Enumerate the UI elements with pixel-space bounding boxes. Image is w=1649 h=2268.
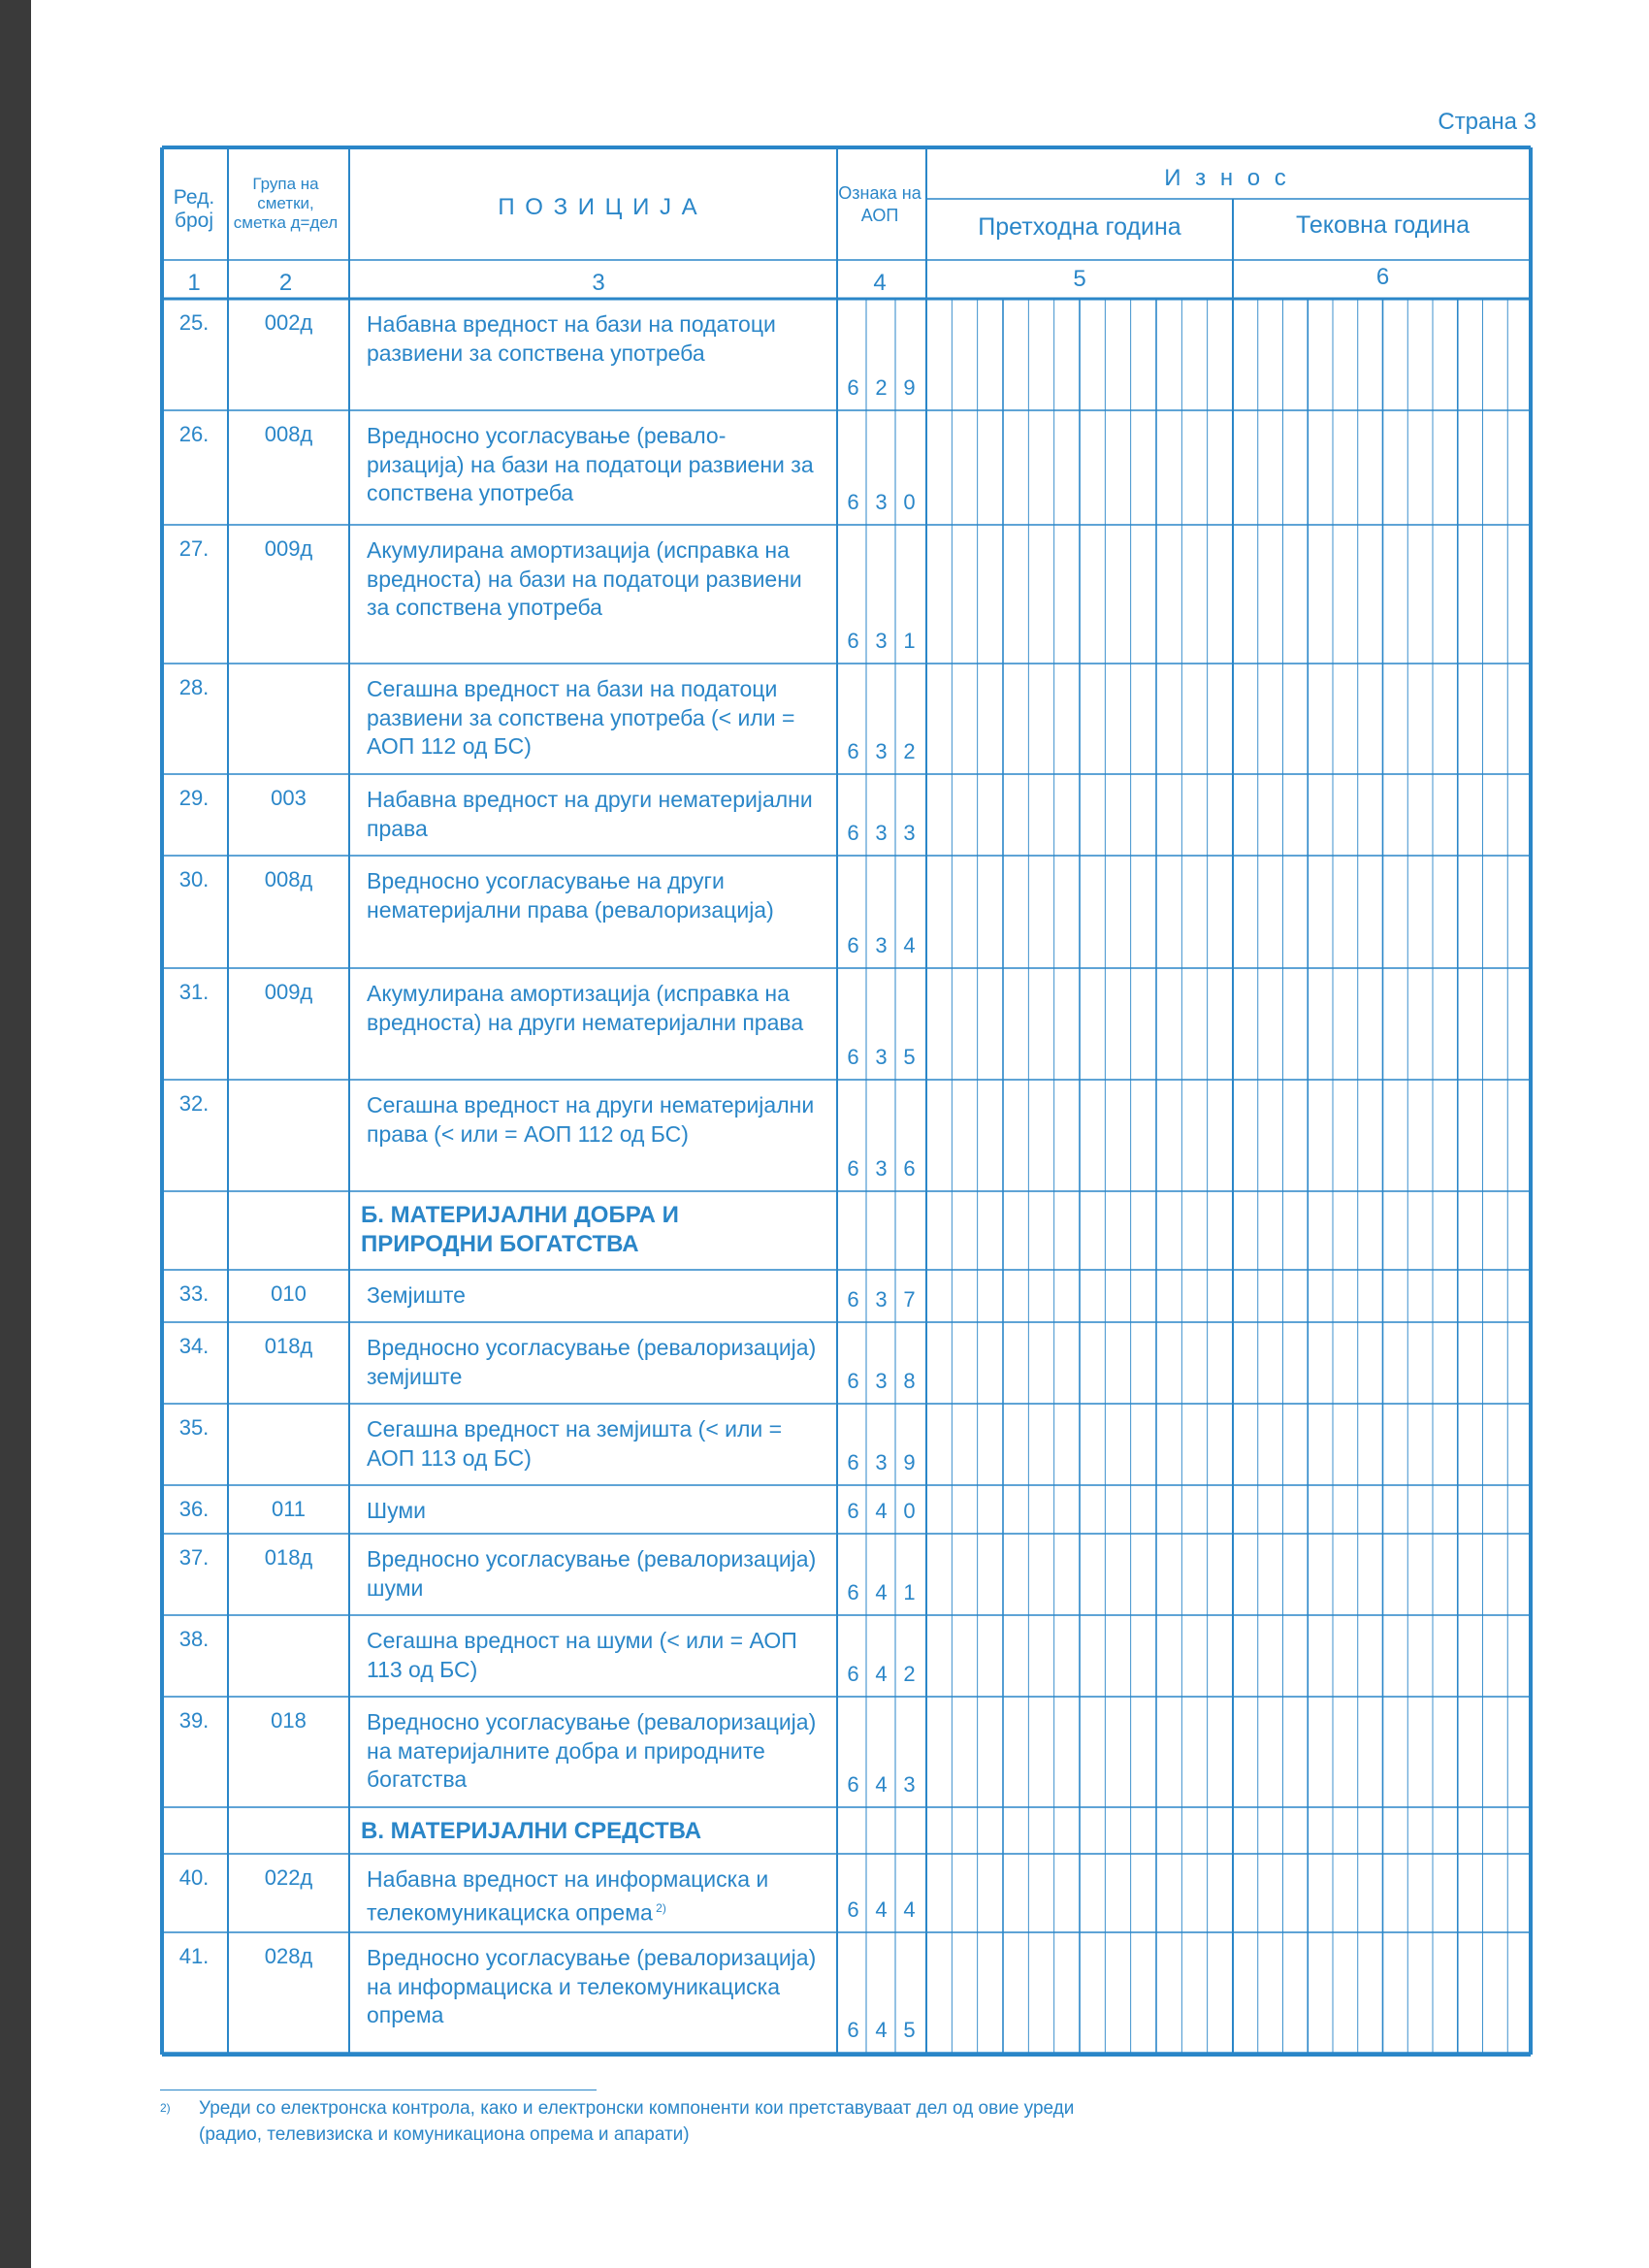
row-number: 28. xyxy=(178,675,210,699)
amount-input-prev-year[interactable] xyxy=(926,410,1233,525)
aop-digit: 6 xyxy=(847,739,859,763)
footnote-mark: 2) xyxy=(160,2101,171,2115)
row-aop-code xyxy=(839,1772,923,1798)
amount-input-curr-year[interactable] xyxy=(1233,1080,1533,1191)
aop-digit: 6 xyxy=(847,1580,859,1604)
row-number: 31. xyxy=(178,980,210,1004)
row-account-group: 008д xyxy=(264,867,313,891)
aop-digit: 9 xyxy=(903,375,916,400)
header-col3: П О З И Ц И Ј А xyxy=(498,194,699,220)
aop-digit: 3 xyxy=(875,1045,888,1069)
row-number: 37. xyxy=(178,1545,210,1570)
amount-input-prev-year[interactable] xyxy=(926,774,1233,856)
row-number: 34. xyxy=(178,1334,210,1358)
amount-input-curr-year[interactable] xyxy=(1233,299,1533,410)
aop-digit: 6 xyxy=(847,821,859,845)
aop-digit: 6 xyxy=(847,1045,859,1069)
amount-input-prev-year[interactable] xyxy=(926,1615,1233,1697)
colnum-6: 6 xyxy=(1375,264,1390,290)
row-position-text: Набавна вредност на бази на податоци развиени за сопствена употреба xyxy=(367,311,776,366)
amount-input-prev-year[interactable] xyxy=(926,856,1233,968)
amount-input-prev-year[interactable] xyxy=(926,1854,1233,1932)
aop-digit: 6 xyxy=(847,1772,859,1797)
aop-digit: 6 xyxy=(847,1662,859,1686)
colnum-1: 1 xyxy=(187,270,201,296)
row-position-text: Шуми xyxy=(367,1498,426,1523)
row-position-text: Акумулирана амортизација (исправка на вредноста) на други нематеријални права xyxy=(367,981,804,1035)
amount-input-prev-year[interactable] xyxy=(926,1534,1233,1615)
row-number: 41. xyxy=(178,1944,210,1968)
row-account-group: 003 xyxy=(271,786,307,810)
row-account-group: 011 xyxy=(271,1497,307,1521)
row-aop-code xyxy=(839,1045,923,1070)
row-account-group: 018 xyxy=(271,1708,307,1733)
aop-digit: 3 xyxy=(875,1156,888,1181)
aop-digit: 5 xyxy=(903,2018,916,2042)
aop-digit: 1 xyxy=(903,1580,916,1604)
row-position-text: Вредносно усогласување (ревалоризација) на информациска и телекомуникациска опрема xyxy=(367,1945,817,2027)
colnum-2: 2 xyxy=(278,270,293,296)
row-aop-code xyxy=(839,490,923,515)
amount-input-curr-year[interactable] xyxy=(1233,1322,1533,1404)
aop-digit: 6 xyxy=(847,1156,859,1181)
row-position-text: Акумулирана амортизација (исправка на вредноста) на бази на податоци развиени за сопствена употреба xyxy=(367,537,802,620)
aop-digit: 6 xyxy=(847,2018,859,2042)
row-aop-code xyxy=(839,1450,923,1475)
aop-digit: 4 xyxy=(903,1897,916,1922)
amount-input-curr-year[interactable] xyxy=(1233,774,1533,856)
aop-digit: 1 xyxy=(903,629,916,653)
row-number: 30. xyxy=(178,867,210,891)
row-position-text: Сегашна вредност на други нематеријални права (< или = АОП 112 од БС) xyxy=(367,1092,815,1147)
row-position-text: Сегашна вредност на шуми (< или = АОП 113 од БС) xyxy=(367,1628,797,1682)
aop-digit: 3 xyxy=(875,821,888,845)
amount-input-curr-year[interactable] xyxy=(1233,1404,1533,1485)
row-account-group: 002д xyxy=(264,310,313,335)
row-number: 40. xyxy=(178,1865,210,1890)
row-position-text: Вредносно усогласување (ревало-ризација) на бази на податоци развиени за сопствена употреба xyxy=(367,423,814,505)
row-number: 35. xyxy=(178,1415,210,1440)
footnote-ref: 2) xyxy=(652,1900,666,1915)
row-position-text: Вредносно усогласување на други нематеријални права (ревалоризација) xyxy=(367,868,774,923)
amount-input-prev-year[interactable] xyxy=(926,1404,1233,1485)
row-aop-code xyxy=(839,1369,923,1394)
row-account-group: 008д xyxy=(264,422,313,446)
aop-digit: 4 xyxy=(875,1897,888,1922)
footnote-line1: Уреди со електронска контрола, како и електронски компоненти кои претставуваат дел од овие уреди xyxy=(199,2098,1075,2119)
footnote-line2: (радио, телевизиска и комуникациона опрема и апарати) xyxy=(199,2124,690,2145)
aop-digit: 6 xyxy=(903,1156,916,1181)
aop-digit: 3 xyxy=(903,821,916,845)
amount-input-prev-year[interactable] xyxy=(926,1485,1233,1534)
aop-digit: 4 xyxy=(875,1499,888,1523)
aop-digit: 6 xyxy=(847,375,859,400)
row-account-group: 009д xyxy=(264,536,313,561)
aop-digit: 3 xyxy=(875,739,888,763)
header-prev-year: Претходна година xyxy=(978,213,1181,241)
aop-digit: 4 xyxy=(875,1772,888,1797)
aop-digit: 0 xyxy=(903,490,916,514)
amount-input-curr-year[interactable] xyxy=(1233,664,1533,774)
amount-input-curr-year[interactable] xyxy=(1233,1485,1533,1534)
row-position-text: Сегашна вредност на бази на податоци развиени за сопствена употреба (< или = АОП 112 од БС) xyxy=(367,676,795,759)
row-aop-code xyxy=(839,1156,923,1182)
aop-digit: 3 xyxy=(875,1369,888,1393)
row-number: 36. xyxy=(178,1497,210,1521)
row-position-text: Сегашна вредност на земјишта (< или = АОП 113 од БС) xyxy=(367,1416,783,1471)
row-number: 29. xyxy=(178,786,210,810)
row-account-group: 022д xyxy=(264,1865,313,1890)
amount-input-curr-year[interactable] xyxy=(1233,1615,1533,1697)
aop-digit: 2 xyxy=(875,375,888,400)
row-number: 33. xyxy=(178,1281,210,1306)
aop-digit: 9 xyxy=(903,1450,916,1474)
section-heading: В. МАТЕРИЈАЛНИ СРЕДСТВА xyxy=(361,1818,702,1844)
aop-digit: 6 xyxy=(847,1287,859,1312)
amount-input-curr-year[interactable] xyxy=(1233,525,1533,664)
row-aop-code xyxy=(839,375,923,401)
row-aop-code xyxy=(839,739,923,764)
amount-input-prev-year[interactable] xyxy=(926,1080,1233,1191)
aop-digit: 2 xyxy=(903,1662,916,1686)
row-account-group: 009д xyxy=(264,980,313,1004)
colnum-3: 3 xyxy=(592,270,605,296)
row-aop-code xyxy=(839,933,923,958)
amount-input-prev-year[interactable] xyxy=(926,525,1233,664)
aop-digit: 7 xyxy=(903,1287,916,1312)
amount-input-prev-year[interactable] xyxy=(926,299,1233,410)
aop-digit: 6 xyxy=(847,933,859,957)
amount-input-curr-year[interactable] xyxy=(1233,1932,1533,2053)
aop-digit: 3 xyxy=(903,1772,916,1797)
aop-digit: 4 xyxy=(875,1580,888,1604)
header-col1: Ред. број xyxy=(173,186,215,232)
page-label: Страна 3 xyxy=(1438,109,1536,135)
row-aop-code xyxy=(839,821,923,846)
row-aop-code xyxy=(839,629,923,654)
header-col2: Група на сметки, сметка д=дел xyxy=(233,175,339,232)
row-number: 32. xyxy=(178,1091,210,1116)
row-number: 38. xyxy=(178,1627,210,1651)
row-position-text: Вредносно усогласување (ревалоризација) на материјалните добра и природните богатства xyxy=(367,1709,817,1792)
row-aop-code xyxy=(839,1662,923,1687)
row-account-group: 010 xyxy=(271,1281,307,1306)
aop-digit: 2 xyxy=(903,739,916,763)
row-aop-code xyxy=(839,1897,923,1923)
row-number: 26. xyxy=(178,422,210,446)
row-number: 39. xyxy=(178,1708,210,1733)
aop-digit: 6 xyxy=(847,1450,859,1474)
amount-input-curr-year[interactable] xyxy=(1233,856,1533,968)
amount-input-curr-year[interactable] xyxy=(1233,968,1533,1080)
section-heading: Б. МАТЕРИЈАЛНИ ДОБРА И ПРИРОДНИ БОГАТСТВА xyxy=(361,1202,679,1257)
row-number: 27. xyxy=(178,536,210,561)
amount-input-curr-year[interactable] xyxy=(1233,410,1533,525)
row-account-group: 018д xyxy=(264,1334,313,1358)
aop-digit: 3 xyxy=(875,1287,888,1312)
aop-digit: 4 xyxy=(875,1662,888,1686)
row-account-group: 028д xyxy=(264,1944,313,1968)
aop-digit: 3 xyxy=(875,1450,888,1474)
aop-digit: 6 xyxy=(847,1897,859,1922)
amount-input-curr-year[interactable] xyxy=(1233,1534,1533,1615)
amount-input-prev-year[interactable] xyxy=(926,1697,1233,1807)
amount-input-curr-year[interactable] xyxy=(1233,1697,1533,1807)
aop-digit: 8 xyxy=(903,1369,916,1393)
header-col4: Ознака на АОП xyxy=(838,183,922,225)
aop-digit: 3 xyxy=(875,933,888,957)
aop-digit: 6 xyxy=(847,629,859,653)
colnum-5: 5 xyxy=(1073,266,1086,292)
amount-input-prev-year[interactable] xyxy=(926,664,1233,774)
amount-input-prev-year[interactable] xyxy=(926,1932,1233,2053)
aop-digit: 5 xyxy=(903,1045,916,1069)
row-aop-code xyxy=(839,1580,923,1605)
row-aop-code xyxy=(839,1499,923,1524)
amount-input-prev-year[interactable] xyxy=(926,1270,1233,1322)
amount-input-curr-year[interactable] xyxy=(1233,1270,1533,1322)
row-aop-code xyxy=(839,2018,923,2043)
aop-digit: 0 xyxy=(903,1499,916,1523)
aop-digit: 4 xyxy=(903,933,916,957)
aop-digit: 6 xyxy=(847,1499,859,1523)
aop-digit: 3 xyxy=(875,629,888,653)
colnum-4: 4 xyxy=(873,270,887,296)
row-position-text: Земјиште xyxy=(367,1282,466,1308)
row-position-text: Набавна вредност на информациска и телекомуникациска опрема $^{2)}$ xyxy=(367,1866,769,1926)
form-table xyxy=(160,146,1533,2057)
row-position-text: Набавна вредност на други нематеријални права xyxy=(367,787,813,841)
amount-input-prev-year[interactable] xyxy=(926,968,1233,1080)
aop-digit: 6 xyxy=(847,490,859,514)
aop-digit: 4 xyxy=(875,2018,888,2042)
row-aop-code xyxy=(839,1287,923,1312)
scan-edge xyxy=(0,0,31,2268)
aop-digit: 3 xyxy=(875,490,888,514)
row-number: 25. xyxy=(178,310,210,335)
aop-digit: 6 xyxy=(847,1369,859,1393)
row-position-text: Вредносно усогласување (ревалоризација) земјиште xyxy=(367,1335,817,1389)
row-account-group: 018д xyxy=(264,1545,313,1570)
amount-input-curr-year[interactable] xyxy=(1233,1854,1533,1932)
header-curr-year: Тековна година xyxy=(1295,211,1471,239)
header-amount: И з н о с xyxy=(1164,165,1290,191)
amount-input-prev-year[interactable] xyxy=(926,1322,1233,1404)
row-position-text: Вредносно усогласување (ревалоризација) шуми xyxy=(367,1546,817,1601)
